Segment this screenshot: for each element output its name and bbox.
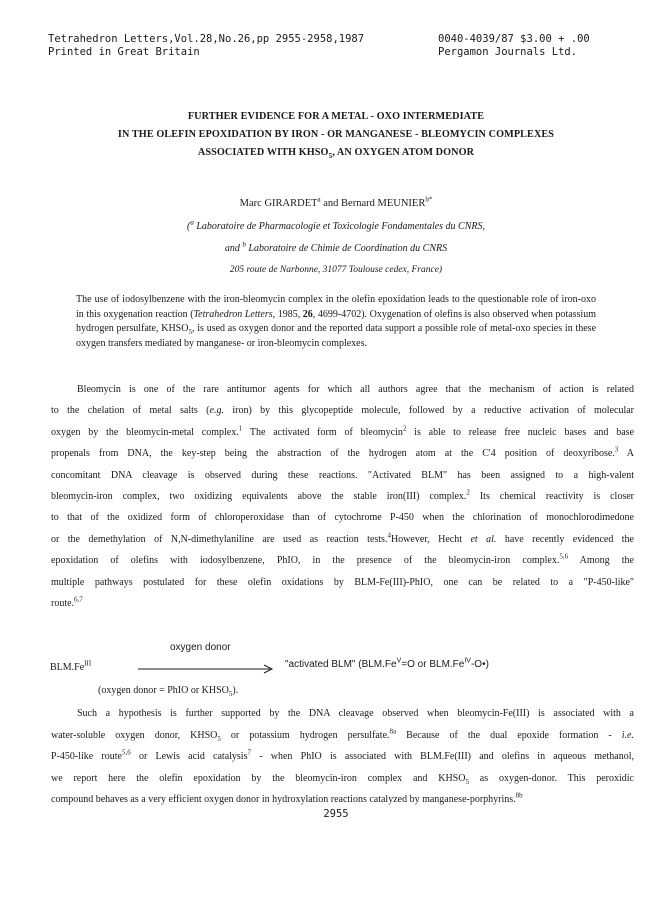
title-line-3-suffix: , AN OXYGEN ATOM DONOR bbox=[332, 147, 475, 158]
affiliation-b bbox=[40, 240, 632, 254]
product bbox=[285, 659, 489, 670]
oxidation-state: III bbox=[84, 659, 92, 668]
reference-mark: 2 bbox=[402, 424, 407, 433]
printed-in-line: Printed in Great Britain bbox=[48, 46, 200, 58]
text-span: The activated form of bleomycin bbox=[242, 426, 403, 438]
paper-title bbox=[40, 108, 632, 162]
text-line bbox=[51, 422, 634, 443]
donor-definition-text: ). bbox=[232, 685, 239, 696]
donor-definition bbox=[98, 685, 238, 696]
text-span: However, Hecht bbox=[390, 533, 471, 545]
text-span: or Lewis acid catalysis bbox=[130, 751, 248, 763]
reference-mark: 1 bbox=[238, 424, 243, 433]
subscript: 5 bbox=[217, 734, 221, 743]
affiliation-address: 205 route de Narbonne, 31077 Toulouse cedex, France) bbox=[229, 265, 443, 275]
text-span: Among the bbox=[568, 555, 634, 567]
publisher-header bbox=[438, 33, 590, 59]
text-span: iron) by this glycopeptide molecule, followed by a reductive activation of molecular bbox=[223, 405, 634, 417]
subscript: 5 bbox=[228, 690, 233, 698]
title-line-3 bbox=[40, 144, 632, 162]
reference-mark: 5,6 bbox=[121, 748, 131, 757]
oxidation-state: V bbox=[396, 657, 402, 665]
text-span: as oxygen-donor. This peroxidic bbox=[468, 772, 634, 784]
affiliation-a bbox=[40, 218, 632, 232]
oxidation-state: IV bbox=[464, 657, 471, 665]
donor-definition-text: (oxygen donor = PhIO or KHSO bbox=[98, 685, 229, 696]
reactant-formula: BLM.Fe bbox=[50, 662, 85, 673]
citation-line: Tetrahedron Letters,Vol.28,No.26,pp 2955-2958,1987 bbox=[48, 33, 365, 45]
text-line bbox=[51, 593, 634, 614]
abstract bbox=[76, 293, 596, 351]
text-span: have recently evidenced the bbox=[496, 533, 634, 545]
reference-mark: 7 bbox=[247, 748, 251, 757]
text-span: water-soluble oxygen donor, KHSO bbox=[51, 729, 218, 741]
reaction-arrow-icon bbox=[138, 664, 278, 674]
text-line bbox=[51, 550, 634, 571]
publisher-line: Pergamon Journals Ltd. bbox=[438, 46, 578, 58]
text-line bbox=[51, 746, 634, 768]
text-span: - when PhIO is associated with BLM.Fe(III) and olefins in aqueous methanol, bbox=[250, 751, 635, 763]
reference-mark: 2 bbox=[466, 488, 470, 497]
text-span: is able to release free nucleic bases and base bbox=[406, 426, 635, 438]
text-italic: et al. bbox=[470, 533, 497, 545]
text-line bbox=[51, 400, 634, 421]
title-line-3-prefix: ASSOCIATED WITH KHSO bbox=[197, 147, 329, 158]
abstract-subscript: 5 bbox=[188, 328, 192, 336]
text-span: epoxidation of olefins with iodosylbenzene, PhIO, in the presence of the bleomycin-iron complex. bbox=[51, 555, 560, 567]
text-span: we report here the olefin epoxidation by the bleomycin-iron complex and KHSO bbox=[51, 772, 466, 784]
text-line: Bleomycin is one of the rare antitumor agents for which all authors agree that the mechanism of action is related bbox=[77, 384, 634, 395]
text-line: Such a hypothesis is further supported by the DNA cleavage observed when bleomycin-Fe(III) is associated with a bbox=[77, 708, 634, 719]
text-span: A bbox=[618, 448, 635, 460]
reference-mark: 5,6 bbox=[559, 552, 569, 561]
text-span: Its chemical reactivity is closer bbox=[469, 491, 634, 503]
body-paragraph-2 bbox=[51, 703, 634, 811]
reference-mark: 6,7 bbox=[74, 595, 83, 604]
text-line: multiple pathways postulated for these olefin oxidations by BLM-Fe(III)-PhIO, one can be related to a "P-450-like" bbox=[51, 576, 634, 588]
reaction-scheme bbox=[50, 640, 630, 710]
reference-mark: 4 bbox=[387, 531, 391, 540]
author-1: Marc GIRARDET bbox=[239, 198, 318, 209]
author-1-affil-mark: a bbox=[317, 195, 321, 204]
reactant bbox=[50, 659, 92, 673]
affiliation-b-mark: b bbox=[242, 240, 246, 249]
text-span: bleomycin-iron complex, two oxidizing equivalents above the stable iron(III) complex. bbox=[51, 491, 467, 503]
text-line bbox=[51, 486, 634, 507]
title-line-1: FURTHER EVIDENCE FOR A METAL - OXO INTERMEDIATE bbox=[187, 111, 485, 122]
text-line bbox=[51, 768, 634, 790]
abstract-ref: , 1985, bbox=[272, 308, 303, 320]
title-subscript: 5 bbox=[328, 152, 333, 161]
text-span: compound behaves as a very efficient oxygen donor in hydroxylation reactions catalyzed by manganese-porphyrins. bbox=[51, 794, 516, 806]
text-italic: e.g. bbox=[209, 405, 224, 417]
text-italic: i.e. bbox=[621, 729, 634, 741]
text-line: to that of the oxidized form of chloroperoxidase than of cytochrome P-450 when the chlorination of monochlorodimedone bbox=[51, 512, 634, 524]
issn-price-line: 0040-4039/87 $3.00 + .00 bbox=[438, 33, 590, 45]
affiliation-a-text: Laboratoire de Pharmacologie et Toxicologie Fondamentales du CNRS, bbox=[193, 221, 486, 232]
text-span: oxygen by the bleomycin-metal complex. bbox=[51, 426, 239, 438]
affiliation-a-mark: a bbox=[190, 218, 194, 227]
affiliation-b-text: Laboratoire de Chimie de Coordination du CNRS bbox=[245, 243, 448, 254]
text-span: propenals from DNA, the key-step being the abstraction of the hydrogen atom at the C'4 position of deoxyribose. bbox=[51, 448, 615, 460]
abstract-volume: 26 bbox=[302, 308, 313, 320]
author-line bbox=[40, 195, 632, 209]
product-text: =O or BLM.Fe bbox=[401, 659, 465, 670]
subscript: 5 bbox=[465, 777, 469, 786]
page-number: 2955 bbox=[323, 808, 349, 820]
abstract-text-3: , is used as oxygen donor and the reported data support a possible role of metal-oxo species in these oxygen transfers mediated by manganese- or iron-bleomycin complexes. bbox=[76, 323, 597, 349]
text-span: or potassium hydrogen persulfate. bbox=[220, 729, 390, 741]
reference-mark: 3 bbox=[614, 445, 619, 454]
reference-mark: 8b bbox=[515, 792, 523, 801]
abstract-text-2: , 4699-4702). Oxygenation of olefins is also observed when potassium hydrogen persulfate, KHSO bbox=[76, 308, 596, 334]
text-span: Because of the dual epoxide formation - bbox=[396, 729, 622, 741]
product-text: -O•) bbox=[470, 659, 489, 670]
text-span: P-450-like route bbox=[51, 751, 122, 763]
reference-mark: 8a bbox=[389, 727, 397, 736]
affiliation-open-paren: ( bbox=[186, 221, 191, 232]
text-span: route. bbox=[51, 598, 75, 610]
text-line bbox=[51, 443, 634, 464]
journal-citation-header bbox=[48, 33, 364, 59]
arrow-label: oxygen donor bbox=[170, 642, 231, 653]
abstract-text-1: The use of iodosylbenzene with the iron-bleomycin complex in the olefin epoxidation leads to the questionable role of iron-oxo in this oxygenation reaction ( bbox=[76, 294, 596, 320]
author-2-affil-mark: b* bbox=[425, 195, 433, 204]
title-line-2: IN THE OLEFIN EPOXIDATION BY IRON - OR MANGANESE - BLEOMYCIN COMPLEXES bbox=[117, 129, 555, 140]
text-line bbox=[51, 529, 634, 550]
text-line: concomitant DNA cleavage is observed during these reactions. "Activated BLM" has been assigned to a high-valent bbox=[51, 469, 634, 481]
affiliation-b-prefix: and bbox=[224, 243, 243, 254]
text-line bbox=[51, 725, 634, 747]
abstract-journal: Tetrahedron Letters bbox=[193, 308, 273, 320]
text-span: or the demethylation of N,N-dimethylaniline are used as reaction tests. bbox=[51, 533, 388, 545]
product-text: "activated BLM" (BLM.Fe bbox=[285, 659, 397, 670]
author-2: and Bernard MEUNIER bbox=[320, 198, 426, 209]
text-span: to the chelation of metal salts ( bbox=[51, 405, 210, 417]
body-paragraph-1 bbox=[51, 379, 634, 614]
